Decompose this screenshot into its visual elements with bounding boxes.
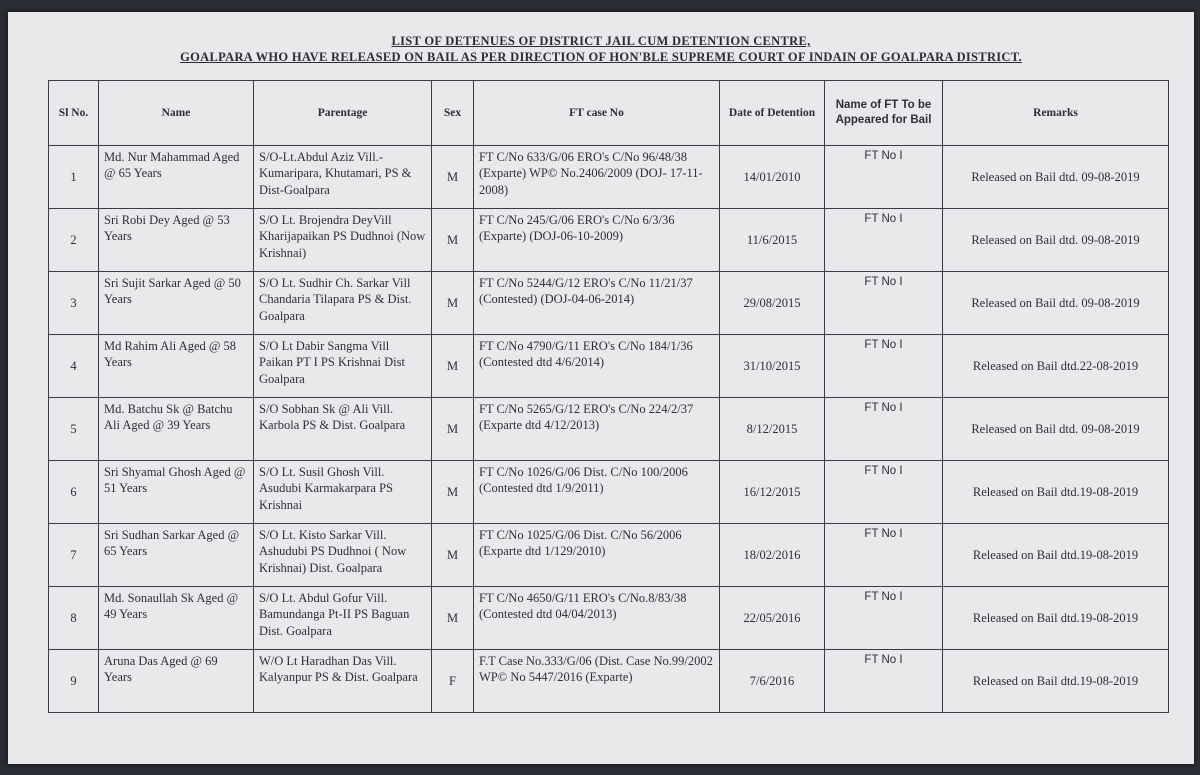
table-row — [49, 146, 1169, 209]
cell-date: 16/12/2015 — [720, 461, 825, 524]
cell-sl: 3 — [49, 272, 99, 335]
header-ftname: Name of FT To be Appeared for Bail — [825, 81, 943, 146]
cell-ftname: FT No I — [825, 209, 943, 272]
cell-ftname: FT No I — [825, 587, 943, 650]
cell-parentage: S/O Lt. Abdul Gofur Vill. Bamundanga Pt-II PS Baguan Dist. Goalpara — [254, 587, 432, 650]
cell-sex: M — [432, 587, 474, 650]
cell-date: 7/6/2016 — [720, 650, 825, 713]
cell-remarks: Released on Bail dtd.19-08-2019 — [943, 524, 1169, 587]
cell-date: 29/08/2015 — [720, 272, 825, 335]
cell-sl: 7 — [49, 524, 99, 587]
cell-name: Md. Sonaullah Sk Aged @ 49 Years — [99, 587, 254, 650]
header-date: Date of Detention — [720, 81, 825, 146]
table-row — [49, 650, 1169, 713]
cell-ftname: FT No I — [825, 335, 943, 398]
cell-ftname: FT No I — [825, 650, 943, 713]
cell-ftcase: FT C/No 4650/G/11 ERO's C/No.8/83/38 (Contested dtd 04/04/2013) — [474, 587, 720, 650]
cell-date: 22/05/2016 — [720, 587, 825, 650]
header-ftcase: FT case No — [474, 81, 720, 146]
cell-ftcase: FT C/No 5265/G/12 ERO's C/No 224/2/37 (Exparte dtd 4/12/2013) — [474, 398, 720, 461]
cell-date: 31/10/2015 — [720, 335, 825, 398]
cell-parentage: S/O Lt. Kisto Sarkar Vill. Ashudubi PS Dudhnoi ( Now Krishnai) Dist. Goalpara — [254, 524, 432, 587]
cell-sex: M — [432, 335, 474, 398]
cell-parentage: W/O Lt Haradhan Das Vill. Kalyanpur PS & Dist. Goalpara — [254, 650, 432, 713]
cell-remarks: Released on Bail dtd. 09-08-2019 — [943, 272, 1169, 335]
cell-sl: 4 — [49, 335, 99, 398]
cell-sl: 2 — [49, 209, 99, 272]
cell-ftcase: FT C/No 5244/G/12 ERO's C/No 11/21/37 (Contested) (DOJ-04-06-2014) — [474, 272, 720, 335]
cell-ftname: FT No I — [825, 272, 943, 335]
document-sheet — [8, 12, 1194, 764]
cell-ftcase: F.T Case No.333/G/06 (Dist. Case No.99/2002 WP© No 5447/2016 (Exparte) — [474, 650, 720, 713]
table-row — [49, 398, 1169, 461]
cell-sex: M — [432, 398, 474, 461]
cell-remarks: Released on Bail dtd. 09-08-2019 — [943, 209, 1169, 272]
table-row — [49, 209, 1169, 272]
cell-sex: M — [432, 209, 474, 272]
cell-name: Md. Batchu Sk @ Batchu Ali Aged @ 39 Years — [99, 398, 254, 461]
cell-name: Sri Shyamal Ghosh Aged @ 51 Years — [99, 461, 254, 524]
document-title-line2: GOALPARA WHO HAVE RELEASED ON BAIL AS PER DIRECTION OF HON'BLE SUPREME COURT OF INDAIN OF GOALPARA DISTRICT. — [180, 50, 1022, 64]
cell-date: 18/02/2016 — [720, 524, 825, 587]
cell-name: Sri Sujit Sarkar Aged @ 50 Years — [99, 272, 254, 335]
cell-parentage: S/O Lt. Brojendra DeyVill Kharijapaikan PS Dudhnoi (Now Krishnai) — [254, 209, 432, 272]
header-sl: Sl No. — [49, 81, 99, 146]
header-name: Name — [99, 81, 254, 146]
table-row — [49, 461, 1169, 524]
cell-sl: 1 — [49, 146, 99, 209]
cell-parentage: S/O Lt. Susil Ghosh Vill. Asudubi Karmakarpara PS Krishnai — [254, 461, 432, 524]
document-title-line1: LIST OF DETENUES OF DISTRICT JAIL CUM DETENTION CENTRE, — [391, 34, 811, 48]
cell-name: Md Rahim Ali Aged @ 58 Years — [99, 335, 254, 398]
cell-sl: 8 — [49, 587, 99, 650]
cell-date: 8/12/2015 — [720, 398, 825, 461]
cell-remarks: Released on Bail dtd.19-08-2019 — [943, 650, 1169, 713]
cell-name: Sri Sudhan Sarkar Aged @ 65 Years — [99, 524, 254, 587]
cell-sl: 5 — [49, 398, 99, 461]
cell-sl: 6 — [49, 461, 99, 524]
cell-sex: M — [432, 461, 474, 524]
cell-sex: M — [432, 272, 474, 335]
cell-remarks: Released on Bail dtd.19-08-2019 — [943, 461, 1169, 524]
cell-ftcase: FT C/No 633/G/06 ERO's C/No 96/48/38 (Exparte) WP© No.2406/2009 (DOJ- 17-11-2008) — [474, 146, 720, 209]
cell-sex: F — [432, 650, 474, 713]
table-row — [49, 524, 1169, 587]
table-row — [49, 272, 1169, 335]
cell-name: Md. Nur Mahammad Aged @ 65 Years — [99, 146, 254, 209]
header-sex: Sex — [432, 81, 474, 146]
cell-date: 14/01/2010 — [720, 146, 825, 209]
cell-date: 11/6/2015 — [720, 209, 825, 272]
cell-ftname: FT No I — [825, 524, 943, 587]
table-body — [49, 146, 1169, 713]
cell-remarks: Released on Bail dtd. 09-08-2019 — [943, 398, 1169, 461]
header-remarks: Remarks — [943, 81, 1169, 146]
table-row — [49, 335, 1169, 398]
cell-remarks: Released on Bail dtd. 09-08-2019 — [943, 146, 1169, 209]
cell-ftname: FT No I — [825, 398, 943, 461]
cell-sex: M — [432, 146, 474, 209]
cell-parentage: S/O Sobhan Sk @ Ali Vill. Karbola PS & Dist. Goalpara — [254, 398, 432, 461]
cell-sex: M — [432, 524, 474, 587]
cell-sl: 9 — [49, 650, 99, 713]
detenues-table — [48, 80, 1169, 713]
cell-name: Sri Robi Dey Aged @ 53 Years — [99, 209, 254, 272]
header-parentage: Parentage — [254, 81, 432, 146]
cell-parentage: S/O Lt Dabir Sangma Vill Paikan PT I PS Krishnai Dist Goalpara — [254, 335, 432, 398]
cell-ftcase: FT C/No 1026/G/06 Dist. C/No 100/2006 (Contested dtd 1/9/2011) — [474, 461, 720, 524]
cell-ftcase: FT C/No 1025/G/06 Dist. C/No 56/2006 (Exparte dtd 1/129/2010) — [474, 524, 720, 587]
cell-ftname: FT No I — [825, 146, 943, 209]
cell-parentage: S/O Lt. Sudhir Ch. Sarkar Vill Chandaria Tilapara PS & Dist. Goalpara — [254, 272, 432, 335]
cell-ftname: FT No I — [825, 461, 943, 524]
cell-remarks: Released on Bail dtd.22-08-2019 — [943, 335, 1169, 398]
cell-name: Aruna Das Aged @ 69 Years — [99, 650, 254, 713]
cell-ftcase: FT C/No 245/G/06 ERO's C/No 6/3/36 (Exparte) (DOJ-06-10-2009) — [474, 209, 720, 272]
table-header-row — [49, 81, 1169, 146]
cell-remarks: Released on Bail dtd.19-08-2019 — [943, 587, 1169, 650]
table-row — [49, 587, 1169, 650]
cell-ftcase: FT C/No 4790/G/11 ERO's C/No 184/1/36 (Contested dtd 4/6/2014) — [474, 335, 720, 398]
cell-parentage: S/O-Lt.Abdul Aziz Vill.-Kumaripara, Khutamari, PS & Dist-Goalpara — [254, 146, 432, 209]
